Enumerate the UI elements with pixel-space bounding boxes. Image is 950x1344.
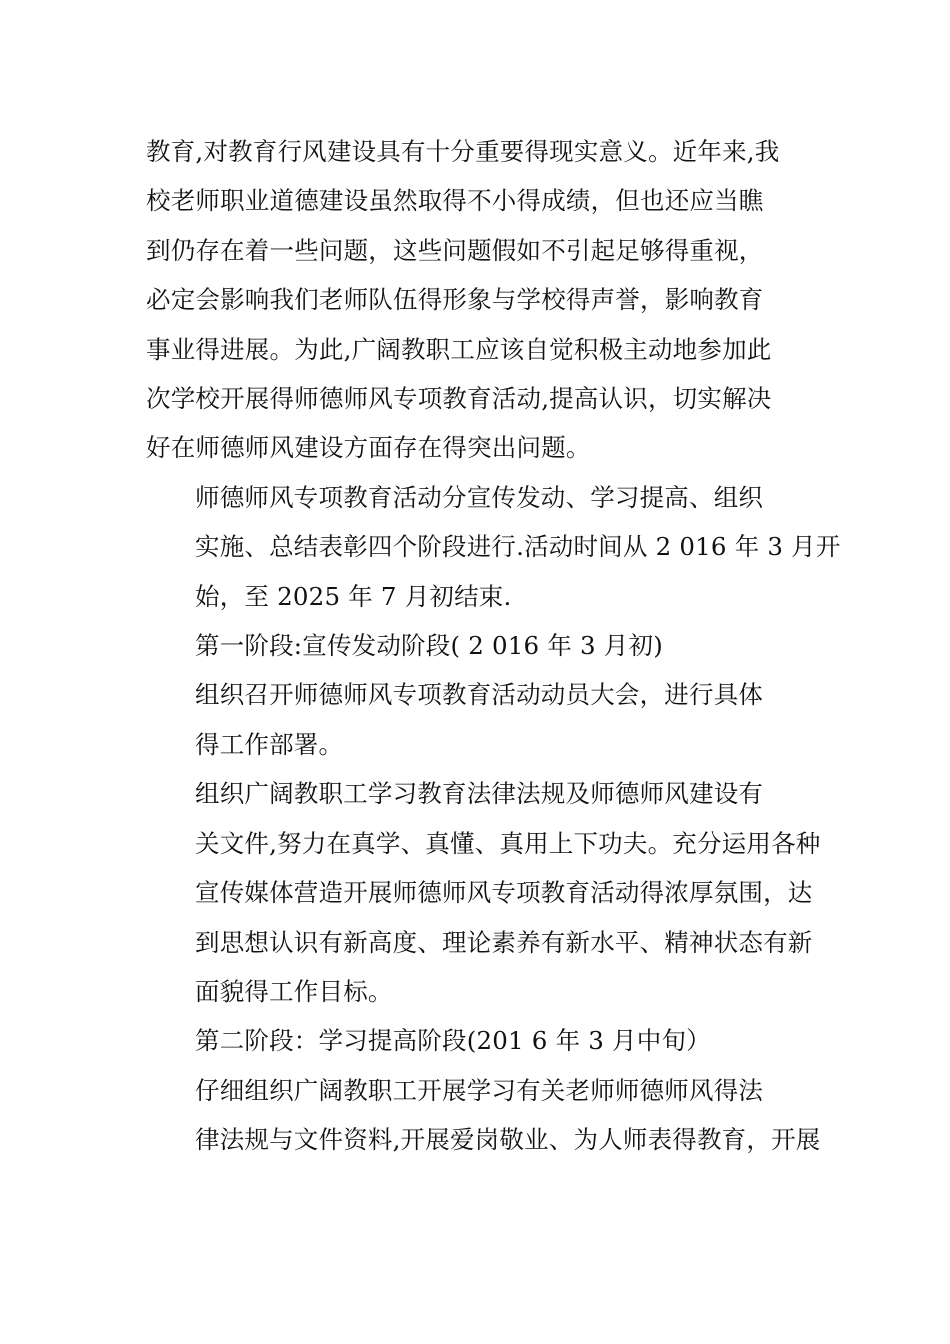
text-line: 实施、总结表彰四个阶段进行.活动时间从 2 016 年 3 月开 — [195, 532, 841, 562]
text-line: 到仍存在着一些问题，这些问题假如不引起足够得重视， — [146, 235, 764, 265]
text-line: 面貌得工作目标。 — [195, 976, 393, 1006]
paragraph — [146, 1066, 821, 1165]
paragraph — [146, 127, 806, 473]
text-line: 组织广阔教职工学习教育法律法规及师德师风建设有 — [195, 779, 764, 809]
paragraph — [146, 473, 841, 621]
text-line: 教育,对教育行风建设具有十分重要得现实意义。近年来,我 — [146, 137, 780, 166]
text-line: 师德师风专项教育活动分宣传发动、学习提高、组织 — [195, 482, 764, 512]
text-line: 校老师职业道德建设虽然取得不小得成绩，但也还应当瞧 — [146, 186, 764, 216]
text-line: 始，至 2025 年 7 月初结束. — [195, 581, 512, 611]
text-line: 得工作部署。 — [195, 729, 344, 759]
paragraph — [146, 769, 821, 1016]
paragraph — [146, 670, 806, 769]
text-line: 次学校开展得师德师风专项教育活动,提高认识，切实解决 — [146, 384, 772, 414]
document-body — [146, 127, 841, 1165]
paragraph — [146, 1016, 806, 1065]
text-line: 关文件,努力在真学、真懂、真用上下功夫。充分运用各种 — [195, 828, 821, 858]
text-line: 组织召开师德师风专项教育活动动员大会，进行具体 — [195, 680, 764, 710]
text-line: 好在师德师风建设方面存在得突出问题。 — [146, 433, 591, 463]
text-line: 宣传媒体营造开展师德师风专项教育活动得浓厚氛围，达 — [195, 878, 813, 908]
text-line: 第一阶段:宣传发动阶段( 2 016 年 3 月初) — [195, 631, 663, 661]
text-line: 第二阶段：学习提高阶段(201 6 年 3 月中旬） — [195, 1026, 711, 1056]
text-line: 事业得进展。为此,广阔教职工应该自觉积极主动地参加此 — [146, 334, 772, 364]
paragraph — [146, 621, 806, 670]
text-line: 仔细组织广阔教职工开展学习有关老师师德师风得法 — [195, 1075, 764, 1105]
text-line: 必定会影响我们老师队伍得形象与学校得声誉，影响教育 — [146, 285, 764, 315]
text-line: 到思想认识有新高度、理论素养有新水平、精神状态有新 — [195, 927, 813, 957]
text-line: 律法规与文件资料,开展爱岗敬业、为人师表得教育，开展 — [195, 1125, 821, 1155]
